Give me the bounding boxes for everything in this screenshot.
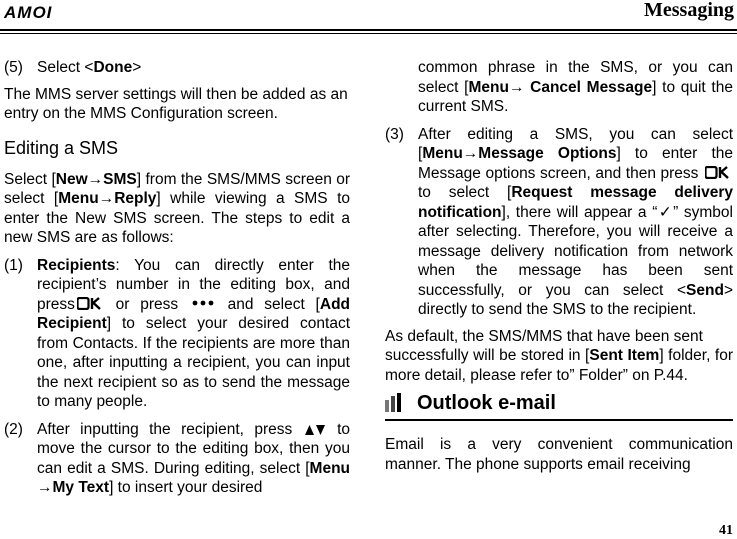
text: or press bbox=[104, 295, 189, 313]
sent-item-label: Sent Item bbox=[589, 347, 660, 364]
default-line-1: As default, the SMS/MMS that have been sent bbox=[385, 327, 703, 345]
step-number: (3) bbox=[385, 125, 404, 143]
text: After inputting the recipient, press bbox=[37, 420, 303, 438]
cancel-message-label: Menu→ Cancel Message bbox=[468, 78, 653, 96]
text: to move the cursor to the editing box, then you can edit a SMS. During editing, select [ bbox=[37, 420, 350, 477]
step-number: (5) bbox=[4, 59, 23, 76]
done-label: Done bbox=[93, 59, 133, 76]
text: ] to enter the Message options screen, and then press bbox=[418, 145, 733, 182]
default-paragraph bbox=[385, 346, 733, 385]
svg-text:AMOI: AMOI bbox=[4, 3, 53, 21]
left-column bbox=[4, 58, 350, 498]
menu-path-label: Menu→Reply bbox=[58, 190, 157, 207]
page-number: 41 bbox=[719, 523, 733, 538]
intro-paragraph bbox=[4, 170, 350, 248]
menu-path-label: New→SMS bbox=[55, 170, 137, 188]
header-rule-thick bbox=[0, 29, 737, 31]
page-header bbox=[0, 0, 737, 34]
send-label: Send bbox=[686, 281, 724, 299]
mms-settings-paragraph: The MMS server settings will then be added as an entry on the MMS Configuration screen. bbox=[4, 85, 348, 122]
email-paragraph: Email is a very convenient communication manner. The phone supports email receiving bbox=[385, 436, 733, 473]
text: > directly to send the SMS to the recipient. bbox=[418, 281, 733, 318]
text: Select [ bbox=[4, 170, 56, 188]
ok-key-icon bbox=[77, 297, 103, 310]
text: After editing a SMS, you can select [ bbox=[418, 125, 733, 162]
outlook-rule bbox=[385, 419, 733, 421]
text: ], there will appear a “✓” symbol after selecting. Therefore, you will receive a message delivery notification from network when the message has been sent successfully, or you can select < bbox=[418, 203, 733, 299]
request-delivery-label: Request message delivery notification bbox=[418, 184, 733, 221]
section-bars-icon bbox=[385, 393, 407, 415]
step-5 bbox=[4, 58, 350, 78]
text: ] to quit the current SMS. bbox=[418, 78, 733, 115]
text: ] folder, for more detail, please refer to” Folder” on P.44. bbox=[385, 347, 733, 384]
step-number: (2) bbox=[4, 420, 23, 438]
text: ] to insert your desired bbox=[109, 479, 263, 496]
recipients-label: Recipients bbox=[37, 256, 116, 274]
ok-key-icon bbox=[705, 166, 731, 179]
up-down-arrow-icon bbox=[304, 423, 326, 436]
amoi-logo bbox=[4, 3, 74, 21]
text: ] while viewing a SMS to enter the New SMS screen. The steps to edit a new SMS are as follows: bbox=[4, 190, 350, 246]
step-2 bbox=[4, 420, 350, 498]
my-text-label: Menu →My Text bbox=[37, 459, 350, 496]
text: to select [ bbox=[418, 184, 512, 201]
right-column bbox=[385, 58, 733, 474]
add-recipient-label: Add Recipient bbox=[37, 295, 351, 332]
chapter-title: Messaging bbox=[644, 0, 734, 21]
text: common phrase in the SMS, or you can select [ bbox=[418, 59, 733, 96]
outlook-heading bbox=[385, 389, 733, 419]
text: : You can directly enter the recipient’s number in the editing box, and press bbox=[37, 256, 350, 313]
step-1 bbox=[4, 256, 350, 412]
header-rule-thin bbox=[0, 33, 737, 34]
step-3 bbox=[385, 125, 733, 320]
text: and select [ bbox=[216, 295, 320, 313]
section-heading: Editing a SMS bbox=[4, 137, 119, 158]
step-2-continued bbox=[385, 58, 733, 117]
step-number: (1) bbox=[4, 256, 23, 274]
text: Select < bbox=[37, 59, 94, 76]
more-key-icon bbox=[192, 300, 214, 306]
text: > bbox=[132, 59, 142, 76]
outlook-title: Outlook e-mail bbox=[417, 392, 556, 414]
text: ] from the SMS/MMS screen or select [ bbox=[4, 170, 350, 207]
text: ] to select your desired contact from Contacts. If the recipients are more than one, after inputting a recipient, you can input the next recipient so as to send the message to many people. bbox=[37, 315, 350, 410]
text: successfully will be stored in [ bbox=[385, 347, 590, 364]
message-options-label: Menu→Message Options bbox=[422, 145, 617, 162]
